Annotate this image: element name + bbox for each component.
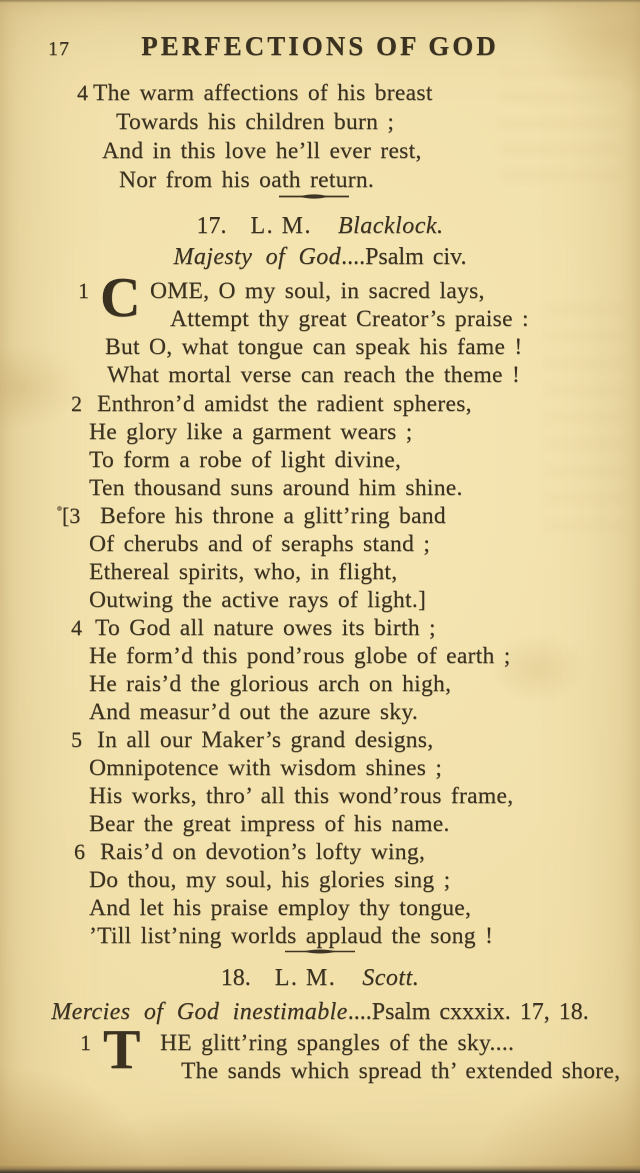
verse-line: Bear the great impress of his name. [89, 811, 450, 837]
carryover-verse [0, 79, 640, 195]
verse-number: 4 [77, 80, 88, 105]
verse-line: In all our Maker’s grand designs, [97, 727, 434, 753]
hymn-subject: Majesty of God [173, 244, 342, 270]
verse-line: What mortal verse can reach the theme ! [107, 362, 521, 388]
section-divider-ornament [279, 189, 349, 207]
hymn-17-heading [0, 211, 640, 241]
verse-line: Outwing the active rays of light.] [89, 587, 427, 613]
verse-number: 4 [71, 615, 82, 640]
verse-line: He glory like a garment wears ; [89, 419, 413, 445]
verse-line: Omnipotence with wisdom shines ; [89, 755, 443, 781]
verse-line: Nor from his oath return. [119, 167, 375, 193]
hymn-17-verse-5 [0, 726, 640, 838]
verse-line: And let his praise employ thy tongue, [89, 895, 472, 921]
hymn-17-verse-1 [0, 267, 640, 389]
verse-line: But O, what tongue can speak his fame ! [105, 334, 523, 360]
hymn-meter: L. M. [250, 213, 312, 239]
verse-line: Of cherubs and of seraphs stand ; [89, 531, 431, 557]
verse-line: Towards his children burn ; [116, 109, 395, 135]
verse-line: The warm affections of his breast [93, 80, 433, 106]
hymn-17-subtitle [0, 242, 640, 272]
verse-number: 6 [74, 839, 85, 864]
verse-line: Rais’d on devotion’s lofty wing, [100, 839, 426, 865]
hymn-author: Scott. [362, 965, 420, 991]
verse-line: He rais’d the glorious arch on high, [89, 671, 452, 697]
page-bottom-edge-shadow [0, 1165, 640, 1173]
hymn-18-subtitle [0, 997, 640, 1027]
hymn-18-heading [0, 963, 640, 993]
hymn-18-verse-1 [0, 1019, 640, 1085]
hymn-meter: L. M. [274, 965, 337, 991]
hymn-number: 18. [220, 965, 251, 991]
verse-line: And in this love he’ll ever rest, [102, 138, 422, 164]
verse-line: Ethereal spirits, who, in flight, [89, 559, 398, 585]
verse-line: The sands which spread th’ extended shore, [181, 1058, 621, 1084]
verse-line: To God all nature owes its birth ; [95, 615, 436, 641]
hymn-17-verse-2 [0, 390, 640, 502]
verse-line: Attempt thy great Creator’s praise : [170, 306, 529, 332]
drop-cap: T [103, 1019, 141, 1081]
verse-line: His works, thro’ all this wond’rous frame, [89, 783, 514, 809]
page-top-edge-shadow [0, 0, 640, 3]
verse-number: 2 [71, 391, 82, 416]
hymn-subject: Mercies of God inestimable [51, 999, 348, 1025]
verse-line: HE glitt’ring spangles of the sky.... [160, 1030, 515, 1056]
verse-line: Do thou, my soul, his glories sing ; [89, 867, 451, 893]
verse-number: 1 [78, 278, 89, 303]
section-divider-ornament [285, 944, 355, 962]
hymn-number: 17. [196, 213, 227, 239]
hymn-author: Blacklock. [337, 213, 444, 239]
page-number: 17 [48, 38, 70, 60]
hymn-scripture-ref: ....Psalm cxxxix. 17, 18. [347, 999, 589, 1025]
verse-line: Ten thousand suns around him shine. [89, 475, 463, 501]
verse-line: OME, O my soul, in sacred lays, [150, 278, 485, 304]
verse-line: ’Till list’ning worlds applaud the song ! [89, 923, 494, 949]
verse-number: 1 [80, 1030, 91, 1055]
verse-line: He form’d this pond’rous globe of earth ; [89, 643, 511, 669]
verse-number: 5 [71, 727, 82, 752]
verse-line: And measur’d out the azure sky. [89, 699, 419, 725]
verse-number: [3 [62, 503, 81, 528]
hymn-17-verse-3 [0, 502, 640, 614]
hymn-17-verse-4 [0, 614, 640, 726]
hymn-17-verse-6 [0, 838, 640, 950]
verse-line: Before his throne a glitt’ring band [100, 503, 446, 529]
verse-line: Enthron’d amidst the radient spheres, [97, 391, 472, 417]
verse-line: To form a robe of light divine, [89, 447, 402, 473]
running-header: PERFECTIONS OF GOD [141, 31, 499, 61]
hymn-scripture-ref: ....Psalm civ. [341, 244, 467, 270]
drop-cap: C [100, 267, 141, 329]
